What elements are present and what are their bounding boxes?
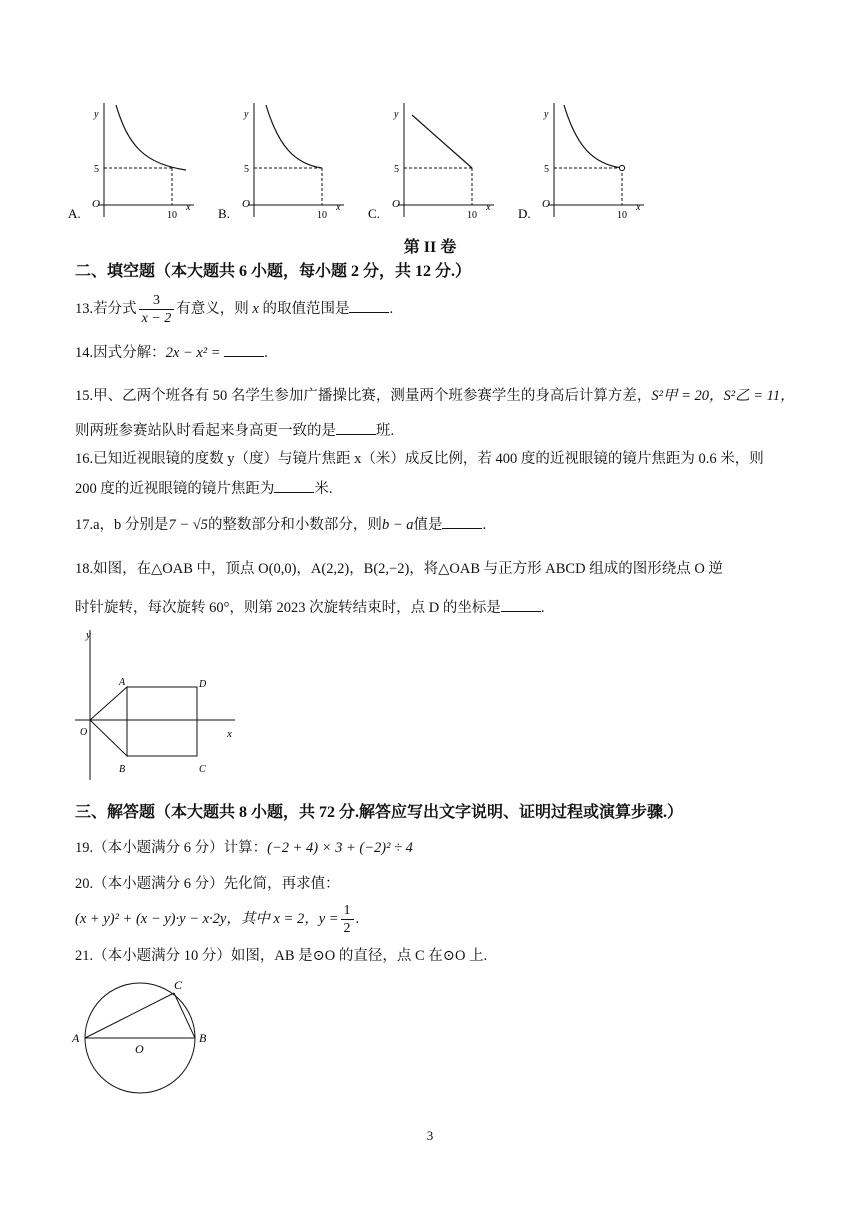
origin-label: O bbox=[542, 198, 550, 210]
x-tick-label: 10 bbox=[467, 210, 477, 221]
figure-18 bbox=[70, 625, 245, 785]
question-13: 13.若分式 $\frac{3}{x - 2}$ 有意义，则 x 的取值范围是 . bbox=[75, 293, 394, 327]
y-axis-label: y bbox=[544, 109, 549, 120]
answer-blank bbox=[349, 298, 389, 313]
x-tick-label: 10 bbox=[167, 210, 177, 221]
fig18-O: O bbox=[80, 727, 88, 738]
question-20-line1: 20.（本小题满分 6 分）先化简，再求值： bbox=[75, 876, 340, 892]
graph-curve bbox=[116, 105, 186, 170]
answer-blank bbox=[442, 514, 482, 529]
graph-curve bbox=[564, 105, 622, 168]
question-14: 14.因式分解：2x − x² = . bbox=[75, 342, 268, 363]
section3-heading: 三、解答题（本大题共 8 小题，共 72 分.解答应写出文字说明、证明过程或演算步骤.） bbox=[75, 804, 684, 821]
fig21-A: A bbox=[72, 1031, 80, 1045]
fig18-C: C bbox=[199, 764, 206, 775]
y-tick-label: 5 bbox=[394, 164, 399, 175]
fig21-B: B bbox=[199, 1031, 207, 1045]
graph-curve bbox=[412, 115, 472, 168]
volume-title: 第 II 卷 bbox=[403, 239, 457, 256]
fig18-D: D bbox=[199, 679, 207, 690]
question-16-line2: 200 度的近视眼镜的镜片焦距为 米. bbox=[75, 478, 333, 499]
section2-heading: 二、填空题（本大题共 6 小题，每小题 2 分，共 12 分.） bbox=[75, 263, 472, 280]
question-19: 19.（本小题满分 6 分）计算：(−2 + 4) × 3 + (−2)² ÷ 4 bbox=[75, 840, 413, 856]
question-18-line2: 时针旋转，每次旋转 60°，则第 2023 次旋转结束时，点 D 的坐标是 . bbox=[75, 597, 545, 618]
question-17: 17.a，b 分别是7 − √5的整数部分和小数部分，则b − a值是 . bbox=[75, 514, 486, 535]
question-15-line2: 则两班参赛站队时看起来身高更一致的是 班. bbox=[75, 420, 394, 441]
page-number: 3 bbox=[426, 1128, 434, 1143]
question-16-line1: 16.已知近视眼镜的度数 y（度）与镜片焦距 x（米）成反比例，若 400 度的近视眼镜的镜片焦距为 0.6 米，则 bbox=[75, 451, 764, 467]
fig18-B: B bbox=[119, 764, 126, 775]
option-letter: C. bbox=[368, 206, 380, 221]
answer-blank bbox=[501, 597, 541, 612]
x-axis-label: x bbox=[636, 202, 641, 213]
answer-blank bbox=[336, 420, 376, 435]
origin-label: O bbox=[92, 198, 100, 210]
graph-options-figure bbox=[60, 95, 700, 225]
x-axis-label: x bbox=[486, 202, 491, 213]
x-tick-label: 10 bbox=[617, 210, 627, 221]
figure-21 bbox=[68, 975, 228, 1100]
fig18-A: A bbox=[119, 677, 126, 688]
answer-blank bbox=[274, 478, 314, 493]
y-axis-label: y bbox=[244, 109, 249, 120]
x-axis-label: x bbox=[336, 202, 341, 213]
answer-blank bbox=[224, 342, 264, 357]
y-tick-label: 5 bbox=[244, 164, 249, 175]
fig21-O: O bbox=[135, 1042, 144, 1056]
fig18-y-label: y bbox=[86, 629, 91, 641]
question-21: 21.（本小题满分 10 分）如图，AB 是⊙O 的直径，点 C 在⊙O 上. bbox=[75, 948, 488, 964]
fraction: $\frac{3}{x - 2}$ bbox=[139, 292, 175, 327]
y-tick-label: 5 bbox=[544, 164, 549, 175]
x-tick-label: 10 bbox=[317, 210, 327, 221]
y-axis-label: y bbox=[394, 109, 399, 120]
x-axis-label: x bbox=[186, 202, 191, 213]
question-18-line1: 18.如图，在△OAB 中，顶点 O(0,0)，A(2,2)，B(2,−2)，将△OAB 与正方形 ABCD 组成的图形绕点 O 逆 bbox=[75, 561, 723, 577]
question-20-line2: (x + y)² + (x − y)·y − x·2y，其中 x = 2，y = $\frac{1}{2}$ . bbox=[75, 903, 360, 937]
fig21-C: C bbox=[174, 978, 183, 992]
option-letter: A. bbox=[68, 206, 81, 221]
question-15-line1: 15.甲、乙两个班各有 50 名学生参加广播操比赛，测量两个班参赛学生的身高后计算方差，S²甲 = 20，S²乙 = 11， bbox=[75, 388, 795, 404]
y-tick-label: 5 bbox=[94, 164, 99, 175]
fig18-x-label: x bbox=[227, 728, 232, 740]
origin-label: O bbox=[242, 198, 250, 210]
open-endpoint bbox=[619, 165, 624, 170]
graph-curve bbox=[266, 105, 322, 168]
fraction: $\frac{1}{2}$ bbox=[341, 902, 354, 937]
origin-label: O bbox=[392, 198, 400, 210]
graph-options-row bbox=[60, 95, 700, 225]
y-axis-label: y bbox=[94, 109, 99, 120]
option-letter: D. bbox=[518, 206, 531, 221]
option-letter: B. bbox=[218, 206, 230, 221]
